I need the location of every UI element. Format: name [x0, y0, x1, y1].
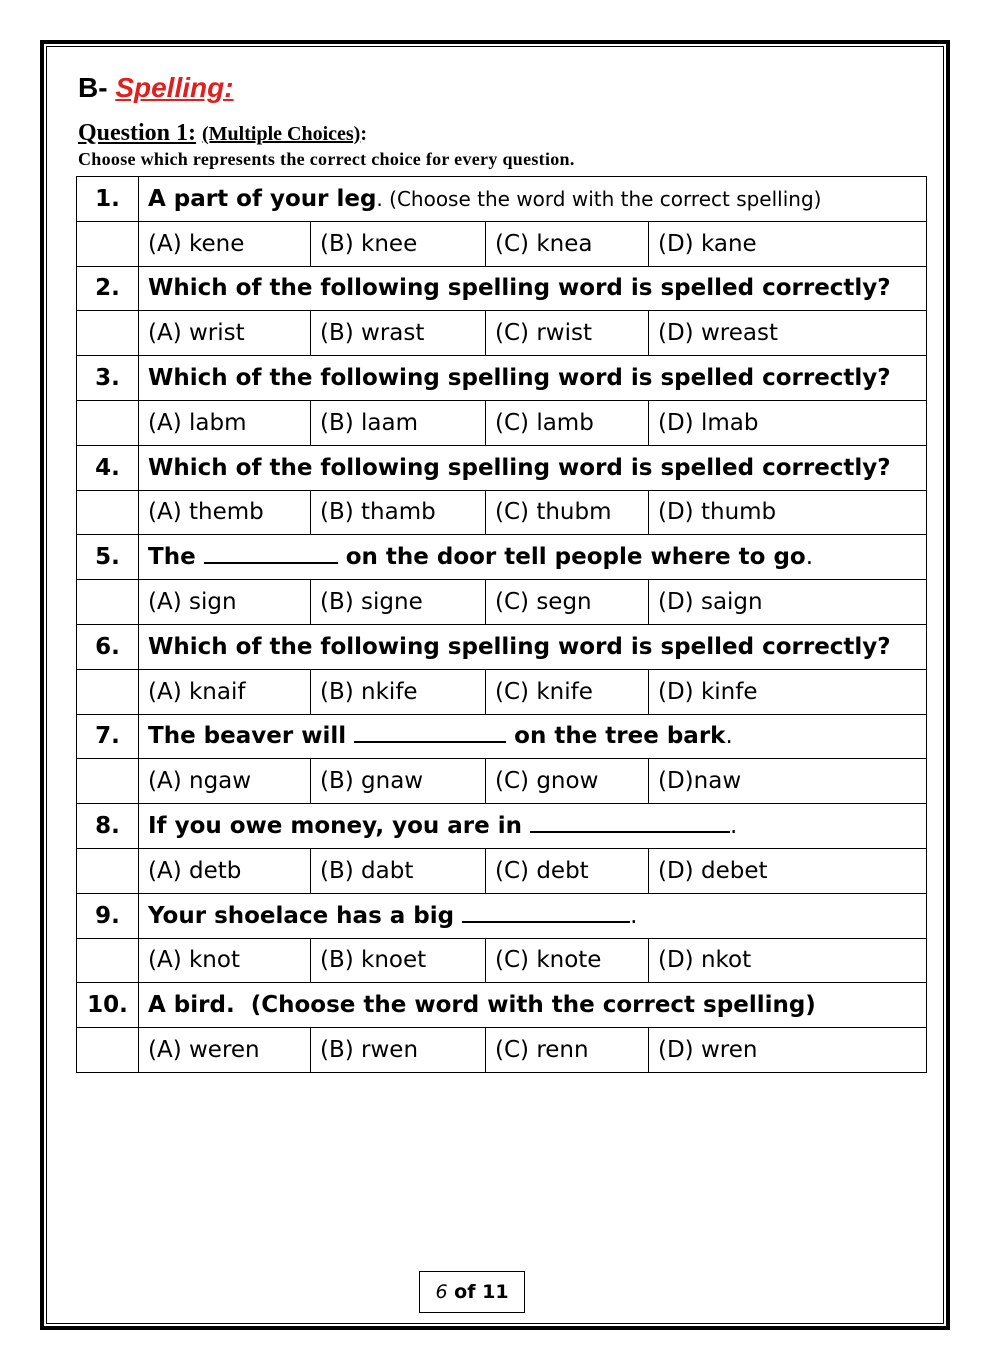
stem-text-after: on the door tell people where to go	[345, 544, 806, 571]
question-number-cell: 9.	[77, 893, 139, 938]
answer-option[interactable]: (C) knote	[486, 938, 649, 983]
answer-option[interactable]: (A) themb	[139, 490, 311, 535]
question-number: Question 1:	[78, 120, 197, 146]
stem-end: .	[725, 723, 733, 750]
stem-text-before: Your shoelace has a big	[148, 902, 455, 929]
answer-option[interactable]: (A) ngaw	[139, 759, 311, 804]
answer-option[interactable]: (B) thamb	[311, 490, 486, 535]
answer-option[interactable]: (C) gnow	[486, 759, 649, 804]
section-heading	[78, 72, 234, 104]
options-number-cell	[77, 848, 139, 893]
answer-option[interactable]: (D) thumb	[649, 490, 927, 535]
answer-option[interactable]: (B) rwen	[311, 1028, 486, 1073]
answer-option[interactable]: (A) weren	[139, 1028, 311, 1073]
answer-option[interactable]: (B) nkife	[311, 669, 486, 714]
stem-text: Which of the following spelling word is spelled correctly?	[148, 633, 891, 660]
question-stem	[139, 445, 927, 490]
answer-option[interactable]: (D) kane	[649, 221, 927, 266]
stem-end: .	[805, 544, 814, 571]
answer-blank	[530, 813, 730, 833]
answer-option[interactable]: (C) segn	[486, 580, 649, 625]
options-row	[77, 400, 927, 445]
question-stem	[139, 177, 927, 222]
answer-option[interactable]: (A) labm	[139, 400, 311, 445]
options-number-cell	[77, 580, 139, 625]
question-stem	[139, 893, 927, 938]
stem-text-before: If you owe money, you are in	[148, 813, 522, 840]
answer-option[interactable]: (A) detb	[139, 848, 311, 893]
question-row	[77, 177, 927, 222]
answer-option[interactable]: (A) wrist	[139, 311, 311, 356]
answer-option[interactable]: (C) knea	[486, 221, 649, 266]
options-row	[77, 221, 927, 266]
answer-option[interactable]: (C) renn	[486, 1028, 649, 1073]
question-row	[77, 624, 927, 669]
answer-option[interactable]: (A) sign	[139, 580, 311, 625]
stem-note: . (Choose the word with the correct spelling)	[376, 186, 822, 211]
question-row	[77, 893, 927, 938]
stem-note: . (Choose the word with the correct spelling)	[225, 992, 816, 1019]
answer-option[interactable]: (A) kene	[139, 221, 311, 266]
section-title: Spelling:	[115, 72, 234, 103]
answer-option[interactable]: (B) signe	[311, 580, 486, 625]
options-row	[77, 669, 927, 714]
options-number-cell	[77, 938, 139, 983]
question-stem	[139, 535, 927, 580]
question-stem	[139, 624, 927, 669]
question-number-cell: 2.	[77, 266, 139, 311]
options-row	[77, 490, 927, 535]
question-heading	[78, 120, 367, 147]
options-number-cell	[77, 311, 139, 356]
answer-option[interactable]: (B) knee	[311, 221, 486, 266]
page-current: 6	[435, 1281, 448, 1303]
section-prefix: B-	[78, 72, 108, 103]
options-number-cell	[77, 669, 139, 714]
stem-end: .	[730, 813, 738, 840]
question-row	[77, 804, 927, 849]
question-number-cell: 8.	[77, 804, 139, 849]
page-number	[419, 1271, 525, 1313]
answer-option[interactable]: (B) wrast	[311, 311, 486, 356]
question-number-cell: 4.	[77, 445, 139, 490]
stem-text: Which of the following spelling word is spelled correctly?	[148, 275, 891, 302]
answer-option[interactable]: (D)naw	[649, 759, 927, 804]
question-number-cell: 1.	[77, 177, 139, 222]
stem-text-before: The	[148, 544, 196, 571]
options-number-cell	[77, 490, 139, 535]
question-stem	[139, 804, 927, 849]
answer-option[interactable]: (D) kinfe	[649, 669, 927, 714]
answer-option[interactable]: (C) rwist	[486, 311, 649, 356]
answer-blank	[204, 544, 338, 564]
stem-text: A part of your leg	[148, 185, 377, 212]
question-number-cell: 10.	[77, 983, 139, 1028]
answer-option[interactable]: (A) knot	[139, 938, 311, 983]
options-row	[77, 1028, 927, 1073]
question-number-cell: 3.	[77, 356, 139, 401]
answer-blank	[462, 903, 630, 923]
question-stem	[139, 983, 927, 1028]
stem-text-after: on the tree bark	[514, 723, 726, 750]
question-stem	[139, 266, 927, 311]
options-row	[77, 938, 927, 983]
answer-blank	[354, 723, 506, 743]
page-total: of 11	[454, 1281, 509, 1303]
answer-option[interactable]: (C) debt	[486, 848, 649, 893]
answer-option[interactable]: (B) knoet	[311, 938, 486, 983]
answer-option[interactable]: (D) lmab	[649, 400, 927, 445]
stem-text: A bird	[148, 992, 226, 1019]
question-number-cell: 6.	[77, 624, 139, 669]
question-row	[77, 445, 927, 490]
options-row	[77, 311, 927, 356]
answer-option[interactable]: (C) knife	[486, 669, 649, 714]
answer-option[interactable]: (D) debet	[649, 848, 927, 893]
options-row	[77, 580, 927, 625]
options-row	[77, 759, 927, 804]
answer-option[interactable]: (D) saign	[649, 580, 927, 625]
question-row	[77, 356, 927, 401]
options-number-cell	[77, 221, 139, 266]
options-row	[77, 848, 927, 893]
options-number-cell	[77, 1028, 139, 1073]
stem-text: Which of the following spelling word is spelled correctly?	[148, 365, 891, 392]
question-stem	[139, 714, 927, 759]
question-row	[77, 714, 927, 759]
answer-option[interactable]: (B) dabt	[311, 848, 486, 893]
stem-text-before: The beaver will	[148, 723, 347, 750]
question-row	[77, 266, 927, 311]
answer-option[interactable]: (B) laam	[311, 400, 486, 445]
stem-end: .	[630, 902, 638, 929]
answer-option[interactable]: (C) thubm	[486, 490, 649, 535]
question-instruction: Choose which represents the correct choice for every question.	[78, 149, 575, 169]
question-number-cell: 5.	[77, 535, 139, 580]
answer-option[interactable]: (C) lamb	[486, 400, 649, 445]
answer-option[interactable]: (D) wreast	[649, 311, 927, 356]
question-table	[76, 176, 927, 1073]
answer-option[interactable]: (D) nkot	[649, 938, 927, 983]
question-row	[77, 535, 927, 580]
answer-option[interactable]: (D) wren	[649, 1028, 927, 1073]
options-number-cell	[77, 759, 139, 804]
answer-option[interactable]: (A) knaif	[139, 669, 311, 714]
question-row	[77, 983, 927, 1028]
answer-option[interactable]: (B) gnaw	[311, 759, 486, 804]
question-stem	[139, 356, 927, 401]
question-number-cell: 7.	[77, 714, 139, 759]
question-type: (Multiple Choices)	[202, 123, 361, 145]
question-colon: :	[360, 123, 367, 145]
stem-text: Which of the following spelling word is spelled correctly?	[148, 454, 891, 481]
options-number-cell	[77, 400, 139, 445]
